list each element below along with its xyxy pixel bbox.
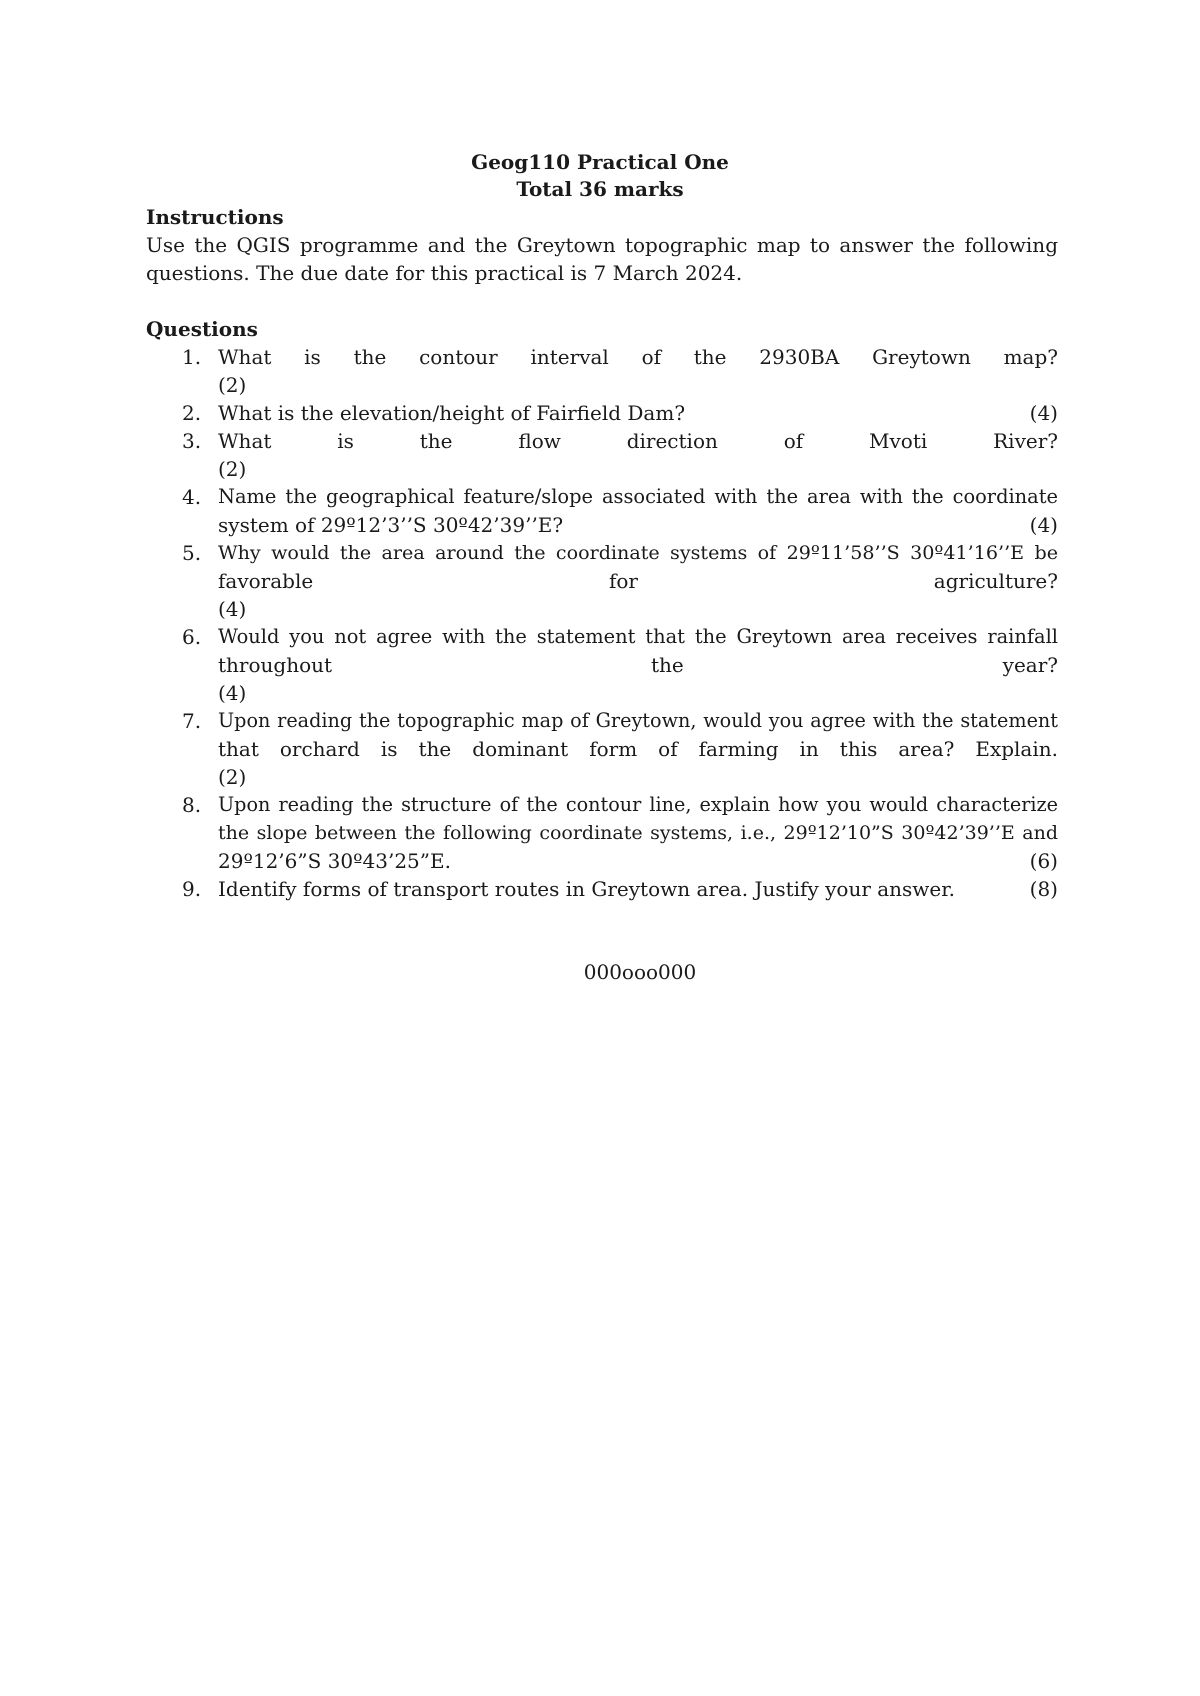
question-text: Why would the area around the coordinate systems of 29º11’58’’S 30º41’16’’E be (218, 541, 1058, 564)
question-line (218, 847, 1058, 875)
question-8 (146, 791, 1058, 875)
question-6 (146, 623, 1058, 707)
questions-heading: Questions (146, 317, 258, 341)
question-text: throughout the year? (218, 653, 1058, 677)
question-9 (146, 875, 1058, 903)
question-text: Name the geographical feature/slope associated with the area with the coordinate (218, 485, 1058, 508)
document-title: Geog110 Practical One (471, 150, 729, 174)
question-text-line (218, 343, 1058, 371)
questions-list (146, 343, 1058, 903)
question-1 (146, 343, 1058, 399)
question-number: 1. (182, 345, 202, 369)
question-number: 6. (182, 625, 202, 649)
question-marks: (8) (1029, 877, 1058, 901)
question-line (218, 399, 1058, 427)
question-marks: (6) (1029, 849, 1058, 873)
question-text: Upon reading the structure of the contour line, explain how you would characterize (218, 793, 1058, 816)
question-text: Would you not agree with the statement that the Greytown area receives rainfall (218, 625, 1058, 648)
question-marks: (4) (1029, 513, 1058, 537)
question-text: What is the contour interval of the 2930BA Greytown map? (218, 345, 1058, 369)
question-text: What is the elevation/height of Fairfield Dam? (218, 401, 686, 425)
question-text: What is the flow direction of Mvoti River? (218, 429, 1058, 453)
instructions-heading: Instructions (146, 205, 284, 229)
question-3 (146, 427, 1058, 483)
question-number: 7. (182, 709, 202, 733)
question-number: 9. (182, 877, 202, 901)
end-marker: 000ooo000 (583, 960, 697, 984)
question-number: 4. (182, 485, 202, 509)
question-marks: (4) (218, 681, 247, 705)
question-number: 8. (182, 793, 202, 817)
instructions-text: Use the QGIS programme and the Greytown topographic map to answer the following questions. The due date for this practical is 7 March 2024. (146, 233, 1058, 285)
question-text: that orchard is the dominant form of farming in this area? Explain. (218, 737, 1058, 761)
question-marks: (2) (218, 457, 247, 481)
question-text: Identify forms of transport routes in Greytown area. Justify your answer. (218, 877, 955, 901)
question-text: 29º12’6”S 30º43’25”E. (218, 849, 451, 873)
total-marks: Total 36 marks (516, 177, 684, 201)
question-number: 5. (182, 541, 202, 565)
question-5 (146, 539, 1058, 623)
question-marks: (4) (218, 597, 247, 621)
question-7 (146, 707, 1058, 791)
question-line (218, 511, 1058, 539)
question-line (218, 875, 1058, 903)
question-text: the slope between the following coordinate systems, i.e., 29º12’10”S 30º42’39’’E and (218, 822, 1058, 844)
question-4 (146, 483, 1058, 539)
question-marks: (2) (218, 765, 247, 789)
question-marks: (4) (1029, 401, 1058, 425)
question-marks: (2) (218, 373, 247, 397)
question-text: favorable for agriculture? (218, 569, 1058, 593)
question-2 (146, 399, 1058, 427)
question-text: system of 29º12’3’’S 30º42’39’’E? (218, 513, 564, 537)
question-number: 2. (182, 401, 202, 425)
question-number: 3. (182, 429, 202, 453)
question-text: Upon reading the topographic map of Greytown, would you agree with the statement (218, 709, 1058, 732)
